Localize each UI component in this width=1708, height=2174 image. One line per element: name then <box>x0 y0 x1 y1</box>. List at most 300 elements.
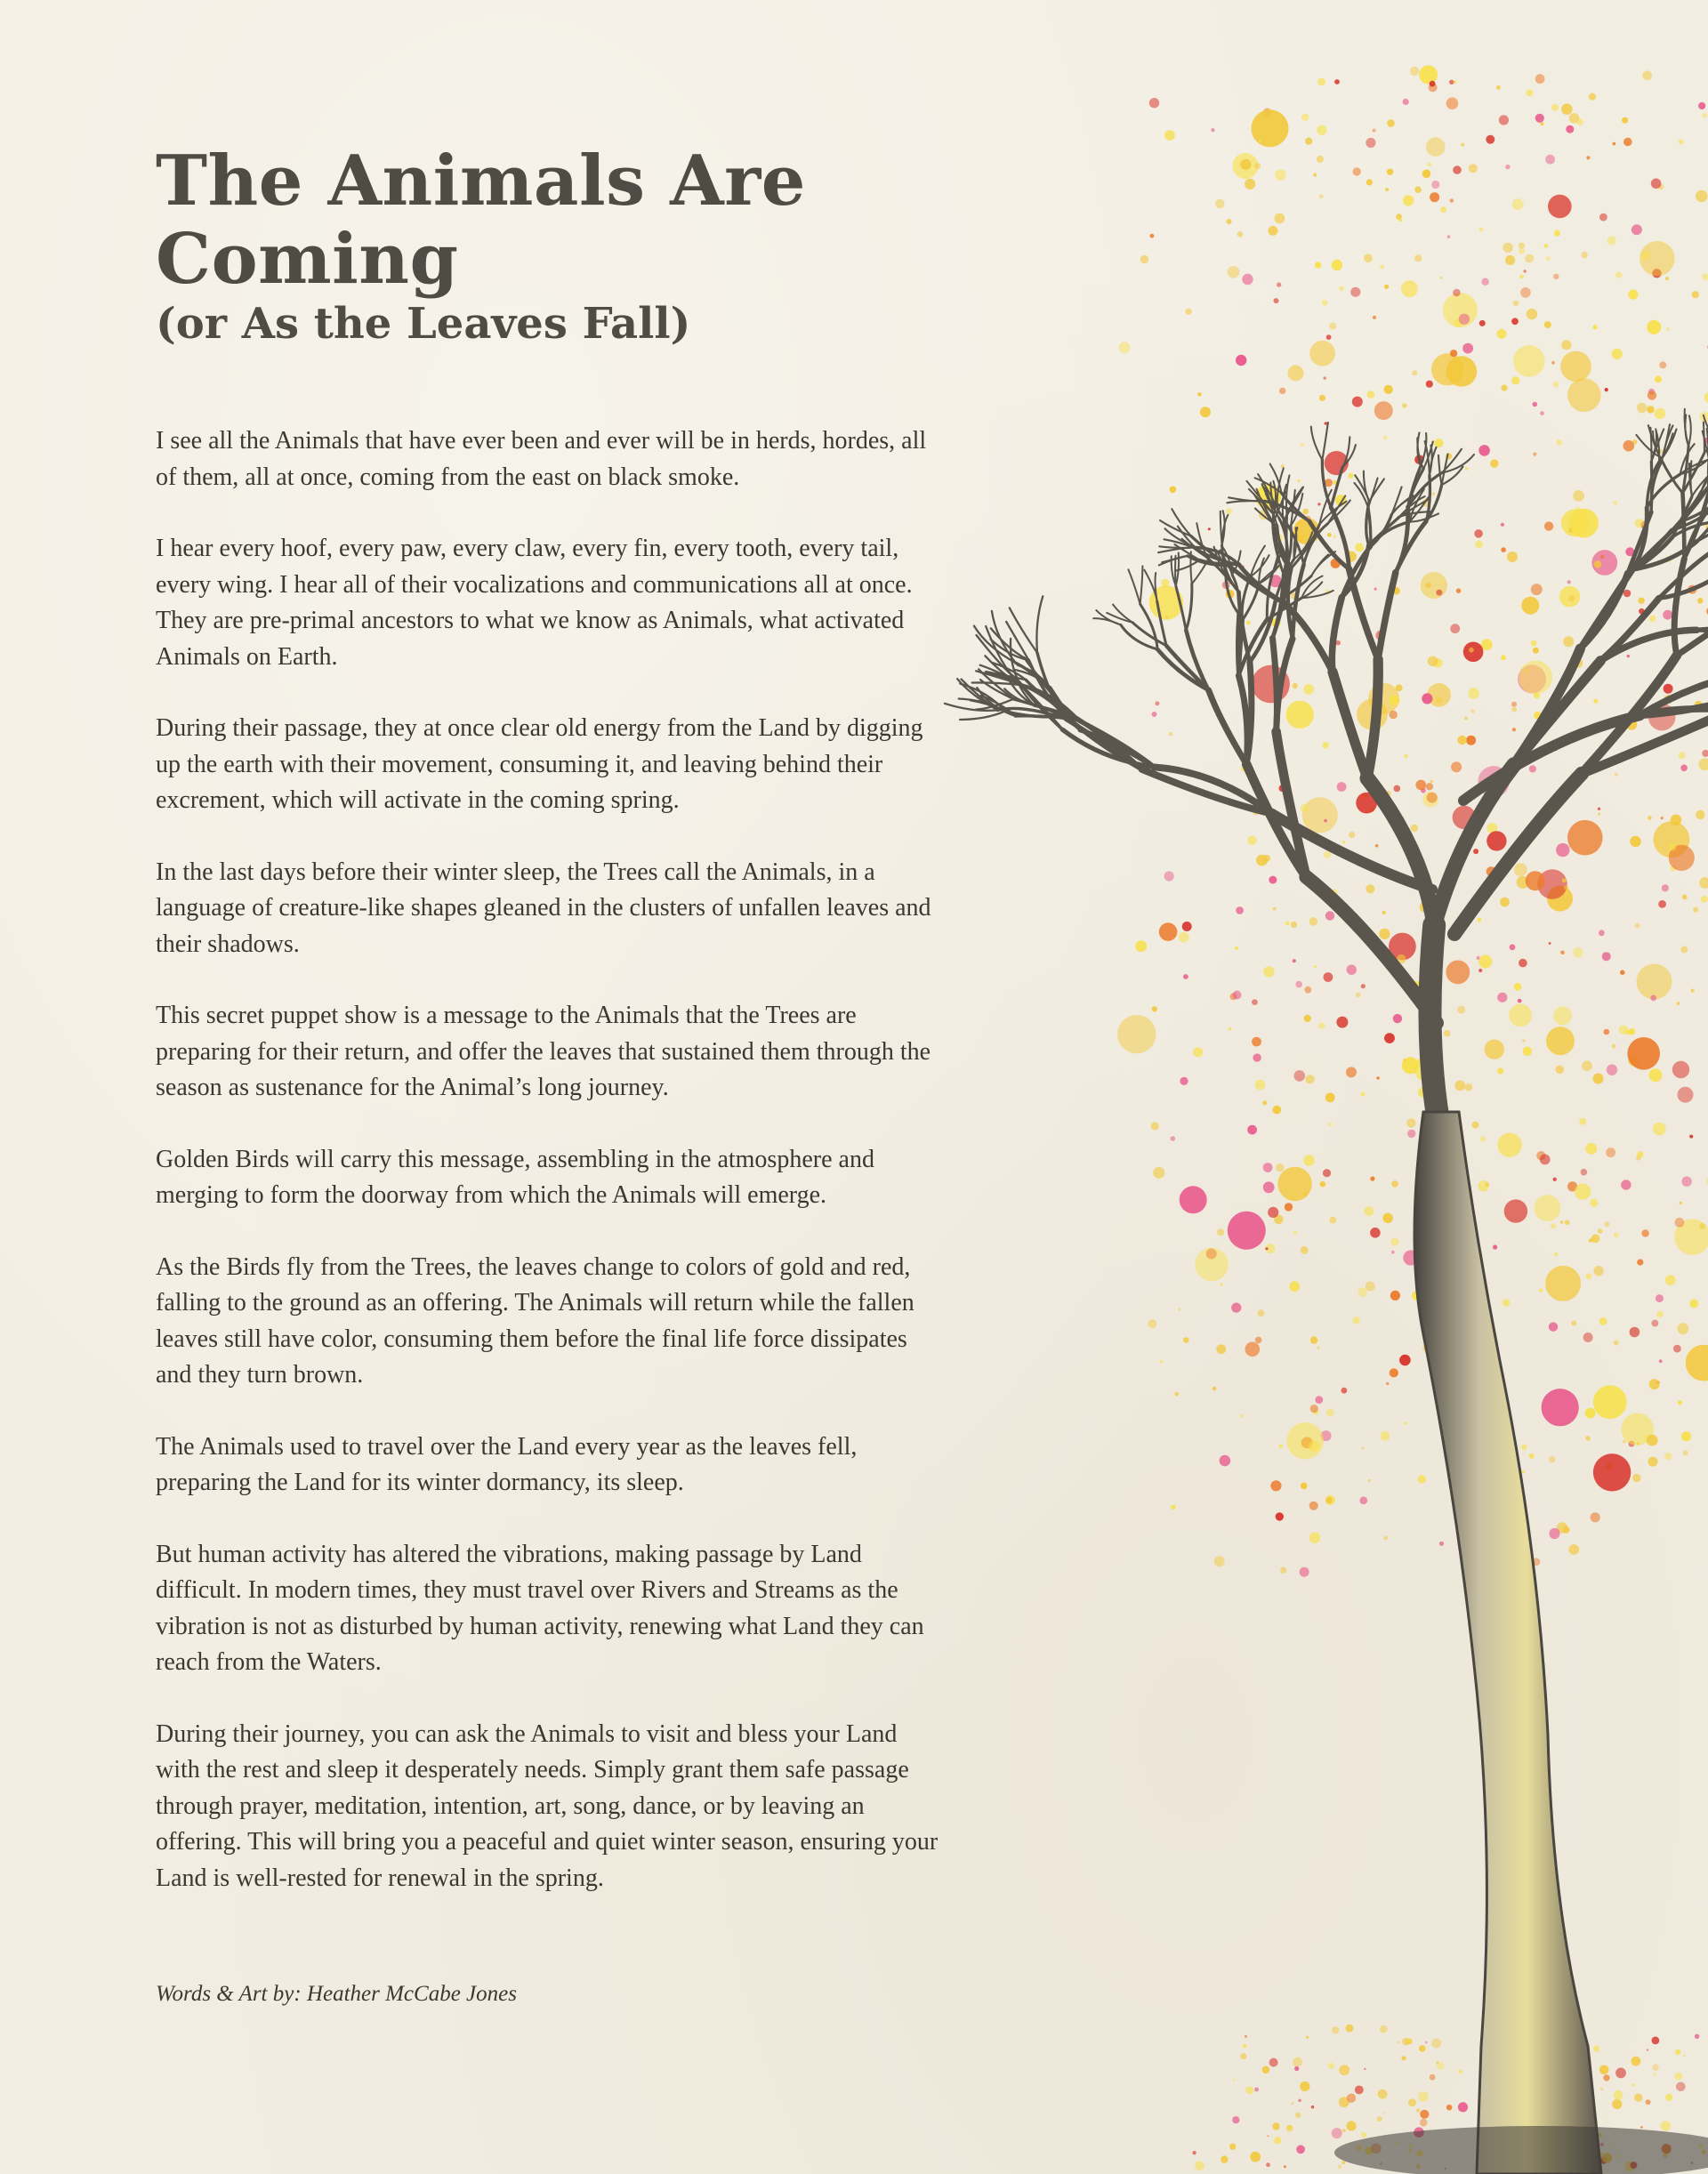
paint-drop <box>1653 2073 1656 2077</box>
paint-drop <box>1539 1289 1543 1293</box>
paint-splatter <box>1117 66 1708 2172</box>
paint-drop <box>1275 213 1285 224</box>
paint-drop <box>1408 2098 1416 2106</box>
paint-drop <box>1309 1441 1319 1452</box>
paint-drop <box>1317 156 1324 163</box>
paint-drop <box>1583 1333 1593 1342</box>
paint-drop <box>1697 598 1703 603</box>
paint-drop <box>1501 547 1506 552</box>
paint-drop <box>1380 1431 1390 1441</box>
paint-drop <box>1604 1029 1610 1035</box>
paint-drop <box>1403 99 1409 105</box>
paint-drop <box>1450 350 1457 357</box>
paint-drop <box>1394 785 1401 793</box>
tree-branch <box>1209 690 1247 764</box>
paint-drop <box>1215 199 1225 209</box>
poem-paragraph-6: Golden Birds will carry this message, assembling in the atmosphere and merging to form the doorway from which the Animals will emerge. <box>156 1145 874 1209</box>
paint-drop <box>1540 411 1544 415</box>
paint-drop <box>1631 224 1642 235</box>
paint-drop <box>1699 877 1708 889</box>
paint-drop <box>1192 2151 1196 2154</box>
paint-drop <box>1590 1199 1598 1207</box>
paint-drop <box>1347 2094 1356 2103</box>
paint-drop <box>1233 2079 1235 2081</box>
paint-drop <box>1680 765 1688 772</box>
paint-drop <box>1582 252 1588 258</box>
paint-drop <box>1310 1336 1317 1343</box>
paint-drop <box>1227 219 1232 224</box>
paint-drop <box>1361 1447 1364 1450</box>
paint-drop <box>1678 1400 1682 1405</box>
paint-drop <box>1637 964 1672 1000</box>
paint-drop <box>1647 1435 1658 1446</box>
tree-branch <box>1396 521 1426 573</box>
paint-drop <box>1377 2116 1382 2122</box>
paint-drop <box>1279 1445 1283 1448</box>
paint-drop <box>1268 226 1277 236</box>
paint-drop <box>1152 712 1157 717</box>
paint-drop <box>1545 1266 1581 1301</box>
paint-drop <box>1531 584 1543 595</box>
paint-drop <box>1240 1414 1244 1418</box>
paint-drop <box>1247 1125 1257 1135</box>
paint-drop <box>1490 459 1498 467</box>
paint-drop <box>1497 1068 1503 1075</box>
paint-drop <box>1678 1323 1689 1334</box>
paint-drop <box>1393 1014 1402 1023</box>
paint-drop <box>1672 1061 1689 1078</box>
paint-drop <box>1549 1322 1558 1331</box>
paint-drop <box>1439 1542 1444 1546</box>
paint-drop <box>1593 2046 1599 2052</box>
paint-drop <box>1332 2026 1339 2033</box>
paint-drop <box>1662 884 1669 891</box>
paint-drop <box>1170 487 1177 494</box>
paint-drop <box>1379 929 1390 939</box>
paint-drop <box>1553 1006 1572 1025</box>
paint-drop <box>1337 782 1347 792</box>
paint-drop <box>1453 289 1461 297</box>
paint-drop <box>1471 710 1475 713</box>
paint-drop <box>1675 2049 1680 2055</box>
paint-drop <box>1410 67 1419 76</box>
paint-drop <box>1664 1453 1672 1460</box>
paint-drop <box>1286 2125 1293 2132</box>
paint-drop <box>1380 2025 1388 2033</box>
paint-drop <box>1332 260 1342 270</box>
paint-drop <box>1269 2058 1278 2067</box>
paint-drop <box>1403 195 1414 205</box>
paint-drop <box>1245 179 1255 189</box>
paint-drop <box>1465 467 1469 471</box>
paint-drop <box>1375 844 1379 848</box>
poem-content <box>156 142 956 1932</box>
tree-branch <box>1349 569 1379 660</box>
paint-drop <box>1535 114 1544 123</box>
paint-drop <box>1526 871 1545 890</box>
paint-drop <box>1702 750 1708 757</box>
paint-drop <box>1692 291 1699 298</box>
tree-branch <box>1332 598 1341 672</box>
paint-drop <box>1430 780 1433 783</box>
paint-drop <box>1384 285 1389 289</box>
paint-drop <box>1511 318 1519 325</box>
paint-drop <box>1274 298 1279 303</box>
paint-drop <box>1310 1405 1318 1413</box>
paint-drop <box>1542 1389 1579 1426</box>
paint-drop <box>1612 349 1623 359</box>
paint-drop <box>1527 309 1537 319</box>
paint-drop <box>1599 1317 1607 1325</box>
paint-drop <box>1390 696 1399 705</box>
paint-drop <box>1288 365 1304 381</box>
paint-drop <box>1206 1249 1217 1260</box>
paint-drop <box>1293 683 1298 688</box>
paint-drop <box>1411 825 1418 832</box>
paint-drop <box>1593 1385 1627 1419</box>
paint-drop <box>1135 940 1147 952</box>
paint-drop <box>1303 684 1314 695</box>
tree-branch <box>1166 646 1209 690</box>
paint-drop <box>1655 375 1662 382</box>
paint-drop <box>1480 1137 1486 1142</box>
paint-drop <box>1355 2086 1364 2095</box>
poem-paragraph-2: I hear every hoof, every paw, every claw, every fin, every tooth, every tail, every wing. I hear all of their vocalizations and communications all at once. They are pre-primal ancestors to what we know as Animals, what activated Animals on Earth. <box>156 535 913 671</box>
paint-drop <box>1673 1345 1681 1353</box>
tree-branch <box>1651 462 1652 512</box>
paint-drop <box>1412 370 1417 375</box>
paint-drop <box>1527 89 1534 96</box>
paint-drop <box>1220 1283 1223 1286</box>
paint-drop <box>1390 1291 1400 1300</box>
paint-drop <box>1273 907 1277 911</box>
tree-branch <box>1306 877 1437 1023</box>
paint-drop <box>1148 1319 1156 1328</box>
paint-drop <box>1575 1183 1591 1199</box>
paint-drop <box>1325 422 1327 424</box>
paint-drop <box>1557 439 1562 445</box>
paint-drop <box>1598 1228 1603 1234</box>
paint-drop <box>1683 2055 1685 2057</box>
paint-drop <box>1318 1023 1325 1029</box>
paint-drop <box>1380 265 1384 270</box>
poem-body <box>156 423 956 1896</box>
paint-drop <box>1185 309 1191 315</box>
paint-drop <box>1655 408 1665 419</box>
paint-drop <box>1404 754 1408 759</box>
paint-drop <box>1329 323 1336 330</box>
paint-drop <box>1326 334 1332 340</box>
paint-drop <box>1292 2102 1294 2105</box>
paint-drop <box>1513 301 1519 307</box>
paint-drop <box>1324 851 1331 858</box>
paint-drop <box>1240 159 1251 170</box>
paint-drop <box>1699 759 1708 771</box>
paint-drop <box>1644 1435 1647 1437</box>
paint-drop <box>1328 2063 1334 2069</box>
paint-drop <box>1468 688 1479 699</box>
paint-drop <box>1567 820 1603 856</box>
paint-drop <box>1681 1431 1691 1441</box>
poem-paragraph-10: During their journey, you can ask the Animals to visit and bless your Land with the rest and sleep it desperately needs. Simply grant them safe passage through prayer, meditation, intention, art, song, dance, or by leaving an offering. This will bring you a peaceful and quiet winter season, ensuring your Land is well-rested for renewal in the spring. <box>156 1719 939 1892</box>
paint-drop <box>1324 819 1327 823</box>
paint-drop <box>1342 2161 1346 2164</box>
paint-drop <box>1623 590 1631 598</box>
paint-drop <box>1591 1512 1600 1522</box>
paint-drop <box>1255 1337 1262 1344</box>
paint-drop <box>1304 820 1309 825</box>
paint-drop <box>1263 966 1274 977</box>
paint-drop <box>1514 863 1527 876</box>
paint-drop <box>1559 586 1581 608</box>
paint-drop <box>1553 1178 1557 1181</box>
paint-drop <box>1268 2135 1269 2137</box>
paint-drop <box>1422 170 1431 179</box>
paint-drop <box>1245 2035 1247 2038</box>
paint-drop <box>1585 1143 1597 1155</box>
paint-drop <box>1598 808 1600 810</box>
paint-drop <box>1275 169 1286 181</box>
paint-drop <box>1324 972 1333 982</box>
paint-drop <box>1418 2091 1429 2102</box>
paint-drop <box>1496 85 1501 90</box>
paint-drop <box>1519 959 1527 968</box>
paint-drop <box>1566 125 1574 133</box>
paint-drop <box>1306 2036 1309 2039</box>
paint-drop <box>1159 1360 1163 1364</box>
paint-drop <box>1237 231 1243 237</box>
paint-drop <box>1263 1163 1273 1172</box>
paint-drop <box>1211 128 1214 132</box>
paint-drop <box>1533 648 1539 654</box>
paint-drop <box>1531 640 1537 647</box>
paint-drop <box>1582 1060 1592 1071</box>
paint-drop <box>1175 1392 1179 1396</box>
paint-drop <box>1425 2041 1428 2044</box>
paint-drop <box>1159 922 1178 941</box>
paint-drop <box>1419 66 1438 85</box>
paint-drop <box>1426 137 1446 157</box>
paint-drop <box>1352 1316 1360 1325</box>
paint-drop <box>1585 1436 1590 1440</box>
paint-drop <box>1311 2106 1314 2108</box>
paint-drop <box>1450 198 1454 203</box>
paint-drop <box>1165 616 1169 619</box>
paint-drop <box>1155 701 1159 705</box>
paint-drop <box>1366 884 1374 893</box>
paint-drop <box>1556 843 1569 857</box>
paint-drop <box>1390 1368 1398 1377</box>
paint-drop <box>1430 2074 1436 2081</box>
paint-drop <box>1602 952 1611 961</box>
paint-drop <box>1314 965 1317 968</box>
paint-drop <box>1386 1382 1389 1385</box>
paint-drop <box>1485 1040 1504 1059</box>
paint-drop <box>1266 2162 1270 2167</box>
paint-drop <box>1600 2088 1603 2090</box>
paint-drop <box>1428 656 1438 667</box>
paint-drop <box>1696 810 1704 819</box>
paint-drop <box>1253 1053 1261 1061</box>
paint-drop <box>1322 742 1328 748</box>
paint-drop <box>1268 1207 1278 1218</box>
paint-drop <box>1486 831 1506 850</box>
paint-drop <box>1284 2165 1286 2168</box>
paint-drop <box>1347 965 1357 975</box>
tree-illustration <box>925 0 1708 2174</box>
paint-drop <box>1319 195 1324 199</box>
paint-drop <box>1398 219 1402 222</box>
paint-drop <box>1579 1118 1586 1125</box>
paint-drop <box>1549 1456 1555 1462</box>
paint-drop <box>1330 1217 1337 1224</box>
paint-drop <box>1511 702 1517 707</box>
paint-drop <box>1422 693 1432 704</box>
paint-drop <box>1295 981 1302 988</box>
paint-drop <box>1521 597 1539 615</box>
paint-drop <box>1355 544 1364 552</box>
paint-drop <box>1296 2145 1305 2154</box>
paint-drop <box>1642 71 1652 81</box>
paint-drop <box>1474 529 1483 538</box>
paint-drop <box>1581 1169 1588 1176</box>
paint-drop <box>1635 519 1644 527</box>
paint-drop <box>1350 287 1360 297</box>
paint-drop <box>1606 1147 1615 1157</box>
paint-drop <box>1586 156 1590 159</box>
paint-drop <box>1567 580 1571 584</box>
paint-drop <box>1150 234 1155 238</box>
paint-drop <box>1180 1186 1207 1213</box>
tree-branch <box>1650 428 1651 462</box>
paint-drop <box>1349 473 1354 479</box>
paint-drop <box>1294 2066 1299 2071</box>
paint-drop <box>1401 280 1418 297</box>
paint-drop <box>1259 140 1262 143</box>
paint-drop <box>1169 732 1173 737</box>
paint-drop <box>1564 885 1568 890</box>
paint-drop <box>1478 955 1492 969</box>
paint-drop <box>1544 521 1553 530</box>
paint-drop <box>1254 163 1261 169</box>
paint-drop <box>1523 1047 1532 1056</box>
paint-drop <box>1627 1037 1660 1070</box>
paint-drop <box>1182 922 1192 931</box>
paint-drop <box>1529 765 1536 772</box>
paint-drop <box>1370 1228 1381 1238</box>
paint-drop <box>1426 583 1431 588</box>
paint-drop <box>1403 1059 1406 1061</box>
paint-drop <box>1427 163 1431 167</box>
paint-drop <box>1599 2065 1609 2075</box>
paint-drop <box>1520 287 1531 298</box>
paint-drop <box>1497 329 1507 339</box>
tree-branch <box>1140 566 1143 604</box>
paint-drop <box>1556 1066 1565 1075</box>
paint-drop <box>1366 179 1373 185</box>
paint-drop <box>1521 1444 1527 1450</box>
paint-drop <box>1247 836 1256 845</box>
paint-drop <box>1446 356 1477 386</box>
paint-drop <box>1289 1281 1300 1292</box>
paint-drop <box>1612 1044 1616 1049</box>
paint-drop <box>1336 1017 1348 1028</box>
paint-drop <box>1686 1345 1708 1381</box>
paint-drop <box>1208 527 1211 530</box>
paint-drop <box>1384 385 1393 394</box>
paint-drop <box>1553 274 1559 279</box>
paint-drop <box>1358 1287 1367 1297</box>
paint-drop <box>1548 195 1572 219</box>
paint-drop <box>1614 1341 1619 1346</box>
paint-drop <box>1457 736 1466 745</box>
paint-drop <box>1648 1457 1658 1467</box>
paint-drop <box>1301 443 1304 447</box>
paint-drop <box>1691 989 1695 993</box>
paint-drop <box>1677 1002 1680 1005</box>
paint-drop <box>1680 1202 1682 1204</box>
paint-drop <box>1342 2129 1346 2132</box>
paint-drop <box>1236 906 1244 914</box>
paint-drop <box>1560 951 1565 955</box>
paint-drop <box>1505 165 1510 169</box>
paint-drop <box>1430 192 1439 202</box>
paint-drop <box>1689 1135 1693 1139</box>
paint-drop <box>1304 986 1311 994</box>
paint-drop <box>1640 2126 1643 2129</box>
paint-drop <box>1549 942 1551 945</box>
paint-drop <box>1651 179 1662 189</box>
tree-branch <box>1311 427 1323 460</box>
paint-drop <box>1620 970 1624 975</box>
paint-drop <box>1593 1266 1603 1276</box>
paint-drop <box>1217 1228 1224 1236</box>
paint-drop <box>1373 129 1376 133</box>
paint-drop <box>1417 1475 1426 1484</box>
paint-drop <box>1504 1199 1527 1222</box>
paint-drop <box>1347 2121 1357 2130</box>
paint-drop <box>1390 1237 1398 1245</box>
paint-drop <box>1364 254 1373 262</box>
paint-drop <box>1384 1033 1395 1043</box>
paint-drop <box>1647 406 1654 413</box>
paint-drop <box>1573 947 1583 957</box>
tree-branch <box>1442 455 1448 486</box>
paint-drop <box>1302 797 1338 833</box>
paint-drop <box>1301 804 1309 812</box>
paint-drop <box>1262 1100 1267 1105</box>
paint-drop <box>1276 1512 1284 1520</box>
paint-drop <box>1229 2144 1236 2150</box>
paint-drop <box>1623 440 1635 452</box>
paint-drop <box>1446 98 1459 110</box>
paint-drop <box>1240 2053 1246 2059</box>
paint-drop <box>1228 266 1240 278</box>
paint-drop <box>1262 2066 1270 2074</box>
paint-drop <box>1630 836 1640 847</box>
paint-drop <box>1535 1195 1561 1221</box>
paint-drop <box>1293 1231 1297 1235</box>
paint-drop <box>1569 113 1580 124</box>
tree-branch <box>1391 487 1401 514</box>
paint-drop <box>1193 1047 1203 1057</box>
paint-drop <box>1567 378 1601 412</box>
paint-drop <box>1615 272 1622 278</box>
paint-drop <box>1631 2083 1634 2086</box>
paint-drop <box>1478 918 1482 922</box>
paint-drop <box>1646 2099 1651 2105</box>
paint-drop <box>1366 138 1375 148</box>
